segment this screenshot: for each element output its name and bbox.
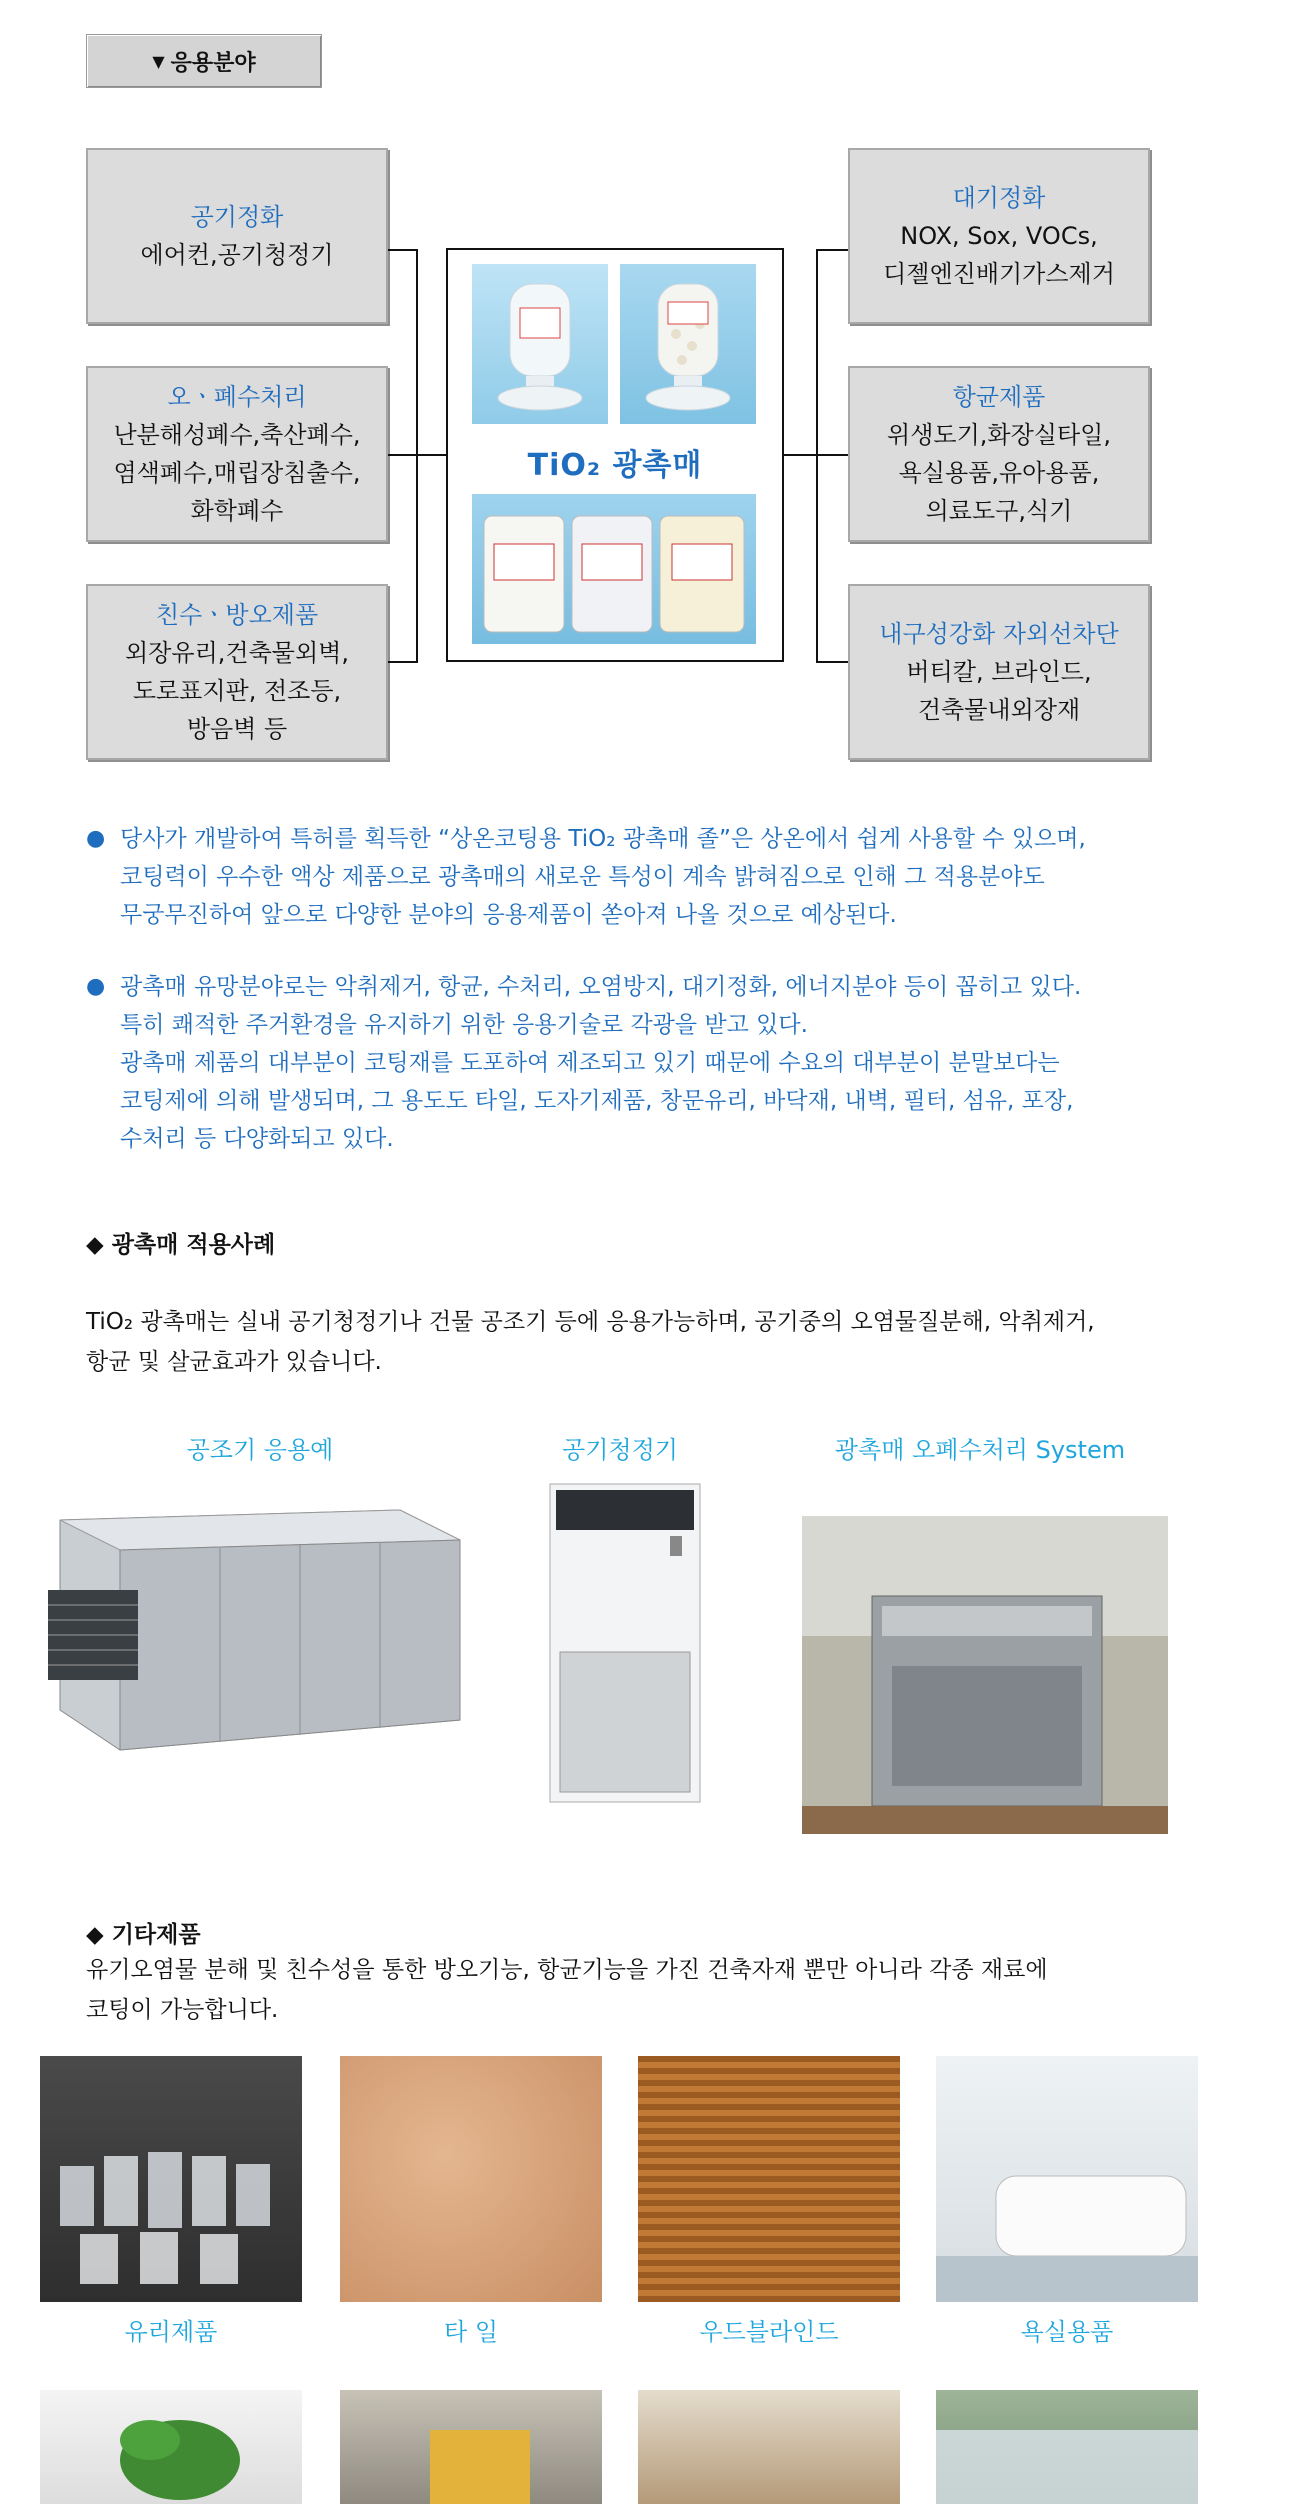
caption-bathroom: 욕실용품 [1020,2318,1114,2346]
category-desc: NOX, Sox, VOCs, [900,222,1098,250]
paragraph-line: 무궁무진하여 앞으로 다양한 분야의 응용제품이 쏟아져 나올 것으로 예상된다. [120,902,897,928]
caption-wood-blind: 우드블라인드 [699,2318,839,2346]
intro-paragraph [86,820,1216,934]
air-purifier-photo [540,1476,710,1810]
section-heading-application-cases: ◆ 광촉매 적용사례 [86,1232,276,1258]
category-title: 친수ㆍ방오제품 [155,601,319,629]
paragraph-line: 광촉매 제품의 대부분이 코팅재를 도포하여 제조되고 있기 때문에 수요의 대부분이 분말보다는 [120,1050,1060,1076]
wood-blind-photo [638,2056,900,2302]
category-durability [848,584,1150,760]
category-hydrophilic [86,584,388,760]
category-title: 공기정화 [190,203,284,231]
bottle-photo [472,264,608,424]
tab-label: 응용분야 [170,50,256,76]
jugs-image [472,494,756,644]
connector-line [818,249,848,251]
connector-line [816,249,818,663]
soundproof-wall-photo [936,2390,1198,2504]
category-desc: 에어컨,공기청정기 [140,241,334,269]
paragraph-line: 코팅력이 우수한 액상 제품으로 광촉매의 새로운 특성이 계속 밝혀짐으로 인해 그 적용분야도 [120,864,1045,890]
chair-photo [340,2390,602,2504]
paragraph-line: 당사가 개발하여 특허를 획득한 “상온코팅용 TiO₂ 광촉매 졸”은 상온에서 쉽게 사용할 수 있으며, [120,826,1086,852]
body-line: 코팅이 가능합니다. [86,1997,279,2023]
bottle-image [620,264,756,424]
plant-image [40,2390,302,2504]
section-body [86,1302,1216,1382]
connector-line [388,454,418,456]
tio2-photocatalyst-label: TiO₂ 광촉매 [527,448,703,483]
air-purifier-image [540,1476,710,1810]
connector-line [416,454,446,456]
chair-image [340,2390,602,2504]
category-desc: 위생도기,화장실타일, [887,421,1111,449]
prospects-paragraph [86,968,1216,1158]
category-desc: 화학폐수 [190,497,284,525]
category-desc: 염색폐수,매립장침출수, [113,459,361,487]
category-title: 오ㆍ폐수처리 [167,383,307,411]
connector-line [818,454,848,456]
soundproof-wall-image [936,2390,1198,2504]
body-line: 유기오염물 분해 및 친수성을 통한 방오기능, 항균기능을 가진 건축자재 뿐만 아니라 각종 재료에 [86,1957,1048,1983]
bottle-photo [620,264,756,424]
connector-line [388,661,418,663]
category-desc: 의료도구,식기 [925,497,1073,525]
category-desc: 난분해성폐수,축산폐수, [113,421,361,449]
category-desc: 방음벽 등 [186,715,288,743]
body-line: 항균 및 살균효과가 있습니다. [86,1349,382,1375]
bottle-image [472,264,608,424]
glass-products-photo [40,2056,302,2302]
paragraph-line: 수처리 등 다양화되고 있다. [120,1126,394,1152]
category-wastewater [86,366,388,542]
tile-photo [340,2056,602,2302]
category-atmosphere [848,148,1150,324]
category-desc: 버티칼, 브라인드, [906,658,1092,686]
paragraph-line: 특히 쾌적한 주거환경을 유지하기 위한 응용기술로 각광을 받고 있다. [120,1012,808,1038]
bathroom-image [936,2056,1198,2302]
caption-air-purifier: 공기청정기 [562,1436,678,1464]
connector-line [416,249,418,663]
wastewater-system-image [802,1516,1168,1834]
category-desc: 욕실용품,유아용품, [898,459,1100,487]
bullet-icon: ● [86,826,106,851]
category-air-purification [86,148,388,324]
jugs-photo [472,494,756,644]
section-heading-other-products: ◆ 기타제품 [86,1922,201,1948]
category-title: 항균제품 [952,383,1046,411]
caption-wastewater-system: 광촉매 오폐수처리 System [834,1436,1126,1464]
hvac-photo [40,1480,470,1760]
triangle-down-icon: ▼ [152,51,165,71]
bullet-icon: ● [86,974,106,999]
category-desc: 건축물내외장재 [917,696,1081,724]
hvac-image [40,1480,470,1760]
wastewater-system-photo [802,1516,1168,1834]
category-desc: 외장유리,건축물외벽, [125,639,349,667]
paragraph-line: 코팅제에 의해 발생되며, 그 용도도 타일, 도자기제품, 창문유리, 바닥재, 내벽, 필터, 섬유, 포장, [120,1088,1074,1114]
category-desc: 디젤엔진배기가스제거 [883,260,1115,288]
bathroom-photo [936,2056,1198,2302]
connector-line [818,661,848,663]
connector-line [784,454,816,456]
category-desc: 도로표지판, 전조등, [132,677,342,705]
caption-hvac: 공조기 응용예 [186,1436,334,1464]
glass-products-image [40,2056,302,2302]
paragraph-line: 광촉매 유망분야로는 악취제거, 항균, 수처리, 오염방지, 대기정화, 에너지분야 등이 꼽히고 있다. [120,974,1082,1000]
section-body [86,1950,1216,2030]
category-antibacterial [848,366,1150,542]
caption-tile: 타 일 [444,2318,498,2346]
application-field-tab[interactable] [86,34,322,88]
category-title: 대기정화 [952,184,1046,212]
caption-glass: 유리제품 [124,2318,218,2346]
interior-photo [638,2390,900,2504]
connector-line [388,249,418,251]
category-title: 내구성강화 자외선차단 [879,620,1119,648]
plant-photo [40,2390,302,2504]
body-line: TiO₂ 광촉매는 실내 공기청정기나 건물 공조기 등에 응용가능하며, 공기중의 오염물질분해, 악취제거, [86,1309,1095,1335]
